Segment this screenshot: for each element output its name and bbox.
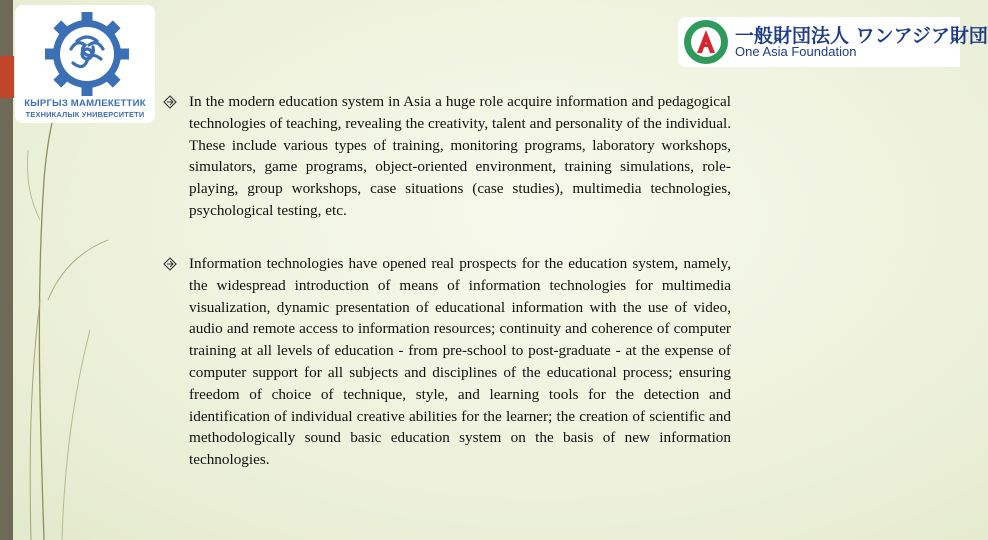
oaf-name-en: One Asia Foundation [735, 44, 857, 59]
diamond-bullet-icon [163, 95, 177, 109]
kstu-logo [15, 5, 155, 123]
diamond-bullet-icon [163, 257, 177, 271]
oaf-name-jp: 一般財団法人 ワンアジア財団 [735, 25, 988, 47]
bullet-text-2: Information technologies have opened real prospects for the education system, namely, the widespread introduction of means of information technologies for multimedia visualization, dynamic presentation of educational information with the use of video, audio and remote access to information resources; continuity and coherence of computer training at all levels of education - from pre-school to post-graduate - at the expense of computer support for all subjects and disciplines of the educational process; ensuring freedom of choice of technique, style, and learning tools for the detection and identification of individual creative abilities for the learner; the creation of scientific and methodologically sound basic education system on the basis of new information technologies. [189, 255, 731, 469]
oaf-emblem-icon [678, 17, 734, 67]
bullet-item-2 [163, 253, 731, 471]
one-asia-foundation-logo [678, 17, 988, 67]
kstu-caption-line2: ТЕХНИКАЛЫК УНИВЕРСИТЕТИ [25, 110, 145, 119]
kstu-emblem-icon [15, 5, 155, 97]
bullet-item-1 [163, 91, 731, 222]
kstu-caption-line1: КЫРГЫЗ МАМЛЕКЕТТИК [24, 98, 146, 109]
bullet-text-1: In the modern education system in Asia a huge role acquire information and pedagogical technologies of teaching, revealing the creativity, talent and personality of the individual. These include various types of training, monitoring programs, laboratory workshops, simulators, game programs, object-oriented environment, training simulations, role-playing, group workshops, case situations (case studies), multimedia technologies, psychological testing, etc. [189, 93, 731, 219]
